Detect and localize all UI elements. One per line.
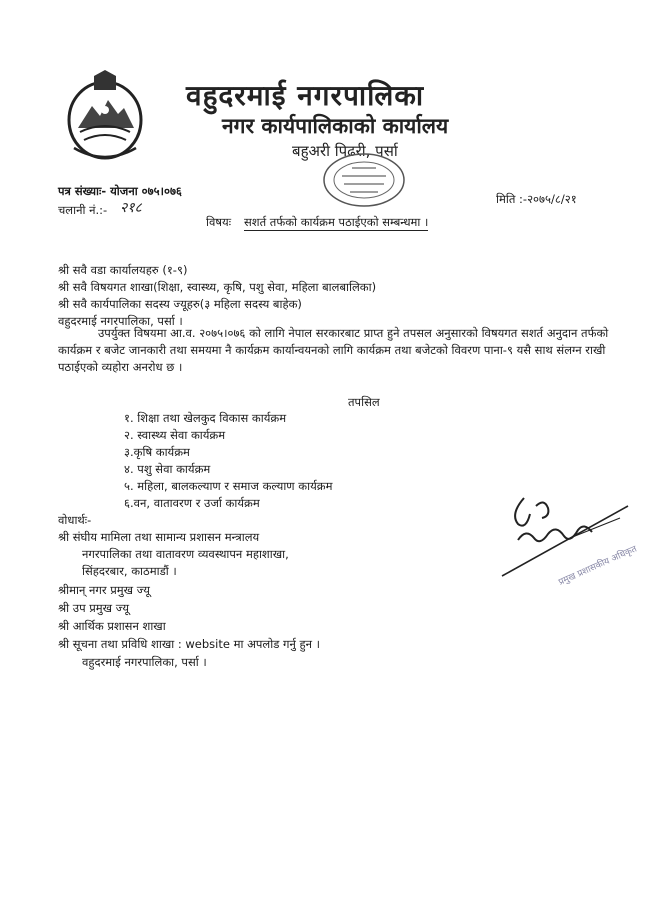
dispatch-label: चलानी नं.:- [58, 203, 108, 217]
subject-text: सशर्त तर्फको कार्यक्रम पठाईएको सम्बन्धमा । [244, 215, 429, 229]
cc-line: श्री संघीय मामिला तथा सामान्य प्रशासन मन्त्रालय [58, 530, 260, 544]
cc-line: सिंहदरबार, काठमाडौं । [82, 564, 177, 578]
cc-line: श्रीमान् नगर प्रमुख ज्यू [58, 583, 150, 597]
reference-number: पत्र संख्याः- योजना ०७५।०७६ [58, 184, 182, 198]
org-title: वहुदरमाई नगरपालिका [186, 79, 425, 112]
cc-line: श्री आर्थिक प्रशासन शाखा [58, 619, 166, 633]
letter-date: मिति :-२०७५/८/२१ [496, 192, 577, 206]
program-item: ५. महिला, बालकल्याण र समाज कल्याण कार्यक्रम [124, 479, 333, 493]
office-title: नगर कार्यपालिकाको कार्यालय [222, 114, 449, 138]
office-address: बहुअरी पिढरी, पर्सा [292, 142, 398, 160]
cc-line: नगरपालिका तथा वातावरण व्यवस्थापन महाशाखा, [82, 547, 289, 561]
body-paragraph: उपर्युक्त विषयमा आ.व. २०७५।०७६ को लागि नेपाल सरकारबाट प्राप्त हुने तपसल अनुसारको विषयगत सशर्त अनुदान तर्फको कार्यक्रम र बजेट जानकारी तथा समयमा नै कार्यक्रम कार्यान्वयनको लागि कार्यक्रम तथा बजेटको विवरण पाना-९ यसै साथ संलग्न राखी पठाईएको व्यहोरा अनरोध छ । [58, 326, 609, 374]
program-item: ३.कृषि कार्यक्रम [124, 445, 190, 459]
subject-label: विषयः [206, 215, 232, 229]
program-item: ६.वन, वातावरण र उर्जा कार्यक्रम [124, 496, 260, 510]
cc-line: श्री सूचना तथा प्रविधि शाखा : website मा अपलोड गर्नु हुन । [58, 637, 321, 651]
cc-line: श्री उप प्रमुख ज्यू [58, 601, 129, 615]
recipient-line: श्री सवै विषयगत शाखा(शिक्षा, स्वास्थ्य, कृषि, पशु सेवा, महिला बालबालिका) [58, 280, 377, 294]
dispatch-number: २१८ [120, 200, 142, 216]
recipient-line: श्री सवै कार्यपालिका सदस्य ज्यूहरु(३ महिला सदस्य बाहेक) [58, 297, 302, 311]
list-heading: तपसिल [348, 395, 380, 409]
nepal-government-emblem-icon [64, 70, 146, 162]
cc-heading: वोधार्थः- [58, 513, 92, 527]
recipient-line: श्री सवै वडा कार्यालयहरु (१-९) [58, 263, 188, 277]
office-stamp-icon [316, 150, 412, 210]
program-item: २. स्वास्थ्य सेवा कार्यक्रम [124, 428, 226, 442]
recipient-line: वहुदरमाई नगरपालिका, पर्सा । [58, 314, 183, 328]
program-item: ४. पशु सेवा कार्यक्रम [124, 462, 211, 476]
cc-line: वहुदरमाई नगरपालिका, पर्सा । [82, 655, 207, 669]
program-item: १. शिक्षा तथा खेलकुद विकास कार्यक्रम [124, 411, 287, 425]
signature-stamp-text: प्रमुख प्रशासकीय अधिकृत [557, 544, 639, 588]
